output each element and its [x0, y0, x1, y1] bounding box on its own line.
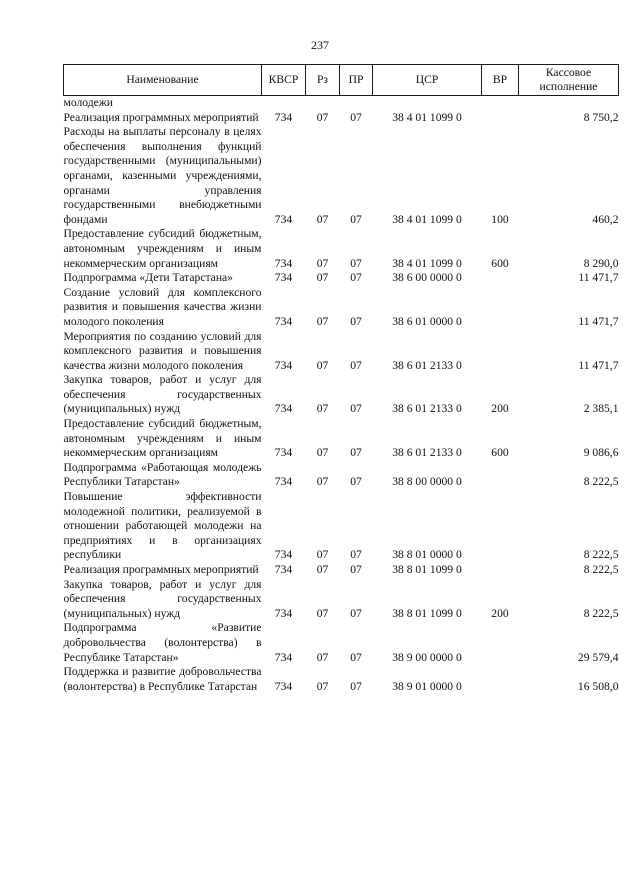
row-vr: 200 [491, 606, 509, 620]
table-row [64, 373, 619, 417]
row-pr: 07 [350, 256, 362, 270]
row-kvsr: 734 [274, 271, 293, 285]
row-csr: 38 9 00 0000 0 [392, 650, 462, 664]
row-pr: 07 [350, 271, 362, 285]
row-amount: 8 222,5 [583, 548, 619, 562]
row-rz: 07 [316, 314, 329, 328]
row-rz: 07 [316, 358, 329, 372]
row-vr [482, 490, 519, 563]
row-name: Реализация программных мероприятий [63, 563, 259, 576]
table-row [64, 417, 619, 461]
row-pr: 07 [350, 402, 362, 416]
row-kvsr: 734 [274, 212, 293, 226]
row-pr: 07 [350, 606, 362, 620]
row-vr: 200 [491, 402, 509, 416]
table-row [64, 111, 619, 126]
row-kvsr: 734 [274, 679, 293, 693]
row-vr [482, 271, 519, 286]
row-csr: 38 8 01 1099 0 [392, 606, 462, 620]
row-amount [519, 96, 619, 111]
table-row [64, 125, 619, 227]
row-pr: 07 [350, 110, 362, 124]
row-vr [482, 111, 519, 126]
row-name: Предоставление субсидий бюджетным, автономным учреждениям и иным некоммерческим организациям [63, 227, 262, 270]
header-kvsr: КВСР [262, 65, 306, 96]
row-csr: 38 4 01 1099 0 [392, 256, 462, 270]
row-rz: 07 [316, 606, 329, 620]
row-rz: 07 [316, 548, 329, 562]
row-rz: 07 [316, 475, 329, 489]
row-pr: 07 [350, 475, 362, 489]
row-amount: 11 471,7 [578, 271, 619, 285]
row-kvsr: 734 [274, 314, 293, 328]
row-vr [482, 461, 519, 490]
row-name: Поддержка и развитие добровольчества (волонтерства) в Республике Татарстан [63, 665, 262, 693]
page-number: 237 [311, 38, 329, 52]
row-csr: 38 9 01 0000 0 [392, 679, 462, 693]
row-pr: 07 [350, 650, 362, 664]
row-pr: 07 [350, 314, 362, 328]
table-row [64, 490, 619, 563]
row-kvsr: 734 [274, 446, 293, 460]
row-name: Закупка товаров, работ и услуг для обеспечения государственных (муниципальных) нужд [63, 373, 262, 416]
row-name: молодежи [63, 96, 113, 109]
row-name: Повышение эффективности молодежной политики, реализуемой в отношении работающей молодежи на предприятиях и в организациях республики [63, 490, 262, 562]
row-csr: 38 6 01 2133 0 [392, 402, 462, 416]
row-name: Реализация программных мероприятий [63, 110, 259, 124]
table-row [64, 96, 619, 111]
row-csr [373, 96, 482, 111]
row-pr: 07 [350, 548, 362, 562]
header-name: Наименование [64, 65, 262, 96]
row-csr: 38 8 01 0000 0 [392, 548, 462, 562]
row-name: Подпрограмма «Работающая молодежь Республики Татарстан» [63, 460, 262, 489]
row-vr [482, 286, 519, 330]
row-rz: 07 [316, 402, 329, 416]
table-row [64, 621, 619, 665]
row-vr: 600 [491, 256, 509, 270]
row-name: Расходы на выплаты персоналу в целях обеспечения выполнения функций государственными (муниципальными) органами, казенными учреждениями, органами управления государственными внебюджетными фондами [63, 125, 262, 226]
header-vr: ВР [482, 65, 519, 96]
row-csr: 38 6 00 0000 0 [392, 271, 462, 285]
row-rz: 07 [316, 110, 329, 124]
row-kvsr [262, 96, 306, 111]
row-csr: 38 6 01 2133 0 [392, 358, 462, 372]
header-rz: Рз [306, 65, 340, 96]
row-name: Создание условий для комплексного развития и повышения качества жизни молодого поколения [63, 285, 262, 328]
row-vr: 100 [491, 212, 509, 226]
row-kvsr: 734 [274, 606, 293, 620]
row-kvsr: 734 [274, 548, 293, 562]
row-kvsr: 734 [274, 650, 293, 664]
row-vr: 600 [491, 446, 509, 460]
row-kvsr: 734 [274, 563, 293, 576]
header-kassa: Кассовое исполнение [519, 65, 619, 96]
row-amount: 2 385,1 [583, 402, 619, 416]
row-pr [340, 96, 373, 111]
table-row [64, 665, 619, 694]
row-rz: 07 [316, 563, 329, 576]
row-amount: 29 579,4 [577, 650, 619, 664]
row-kvsr: 734 [274, 110, 293, 124]
row-csr: 38 8 00 0000 0 [392, 475, 462, 489]
budget-table [63, 64, 619, 694]
row-vr [482, 665, 519, 694]
row-amount: 8 222,5 [583, 475, 619, 489]
row-kvsr: 734 [274, 475, 293, 489]
table-row [64, 578, 619, 622]
row-kvsr: 734 [274, 358, 293, 372]
row-pr: 07 [350, 358, 362, 372]
table-row [64, 271, 619, 286]
row-amount: 9 086,6 [583, 446, 619, 460]
row-rz: 07 [316, 212, 329, 226]
row-amount: 16 508,0 [577, 679, 619, 693]
row-vr [482, 563, 519, 578]
row-rz: 07 [316, 271, 329, 285]
row-pr: 07 [350, 446, 362, 460]
row-kvsr: 734 [274, 402, 293, 416]
row-pr: 07 [350, 212, 362, 226]
row-vr [482, 621, 519, 665]
row-rz [306, 96, 340, 111]
row-name: Закупка товаров, работ и услуг для обеспечения государственных (муниципальных) нужд [63, 577, 262, 620]
row-name: Подпрограмма «Дети Татарстана» [63, 271, 233, 285]
row-rz: 07 [316, 256, 329, 270]
row-csr: 38 8 01 1099 0 [392, 563, 462, 576]
table-row [64, 330, 619, 374]
row-name: Мероприятия по созданию условий для комплексного развития и повышения качества жизни молодого поколения [63, 329, 262, 372]
row-rz: 07 [316, 446, 329, 460]
row-csr: 38 6 01 2133 0 [392, 446, 462, 460]
row-csr: 38 4 01 1099 0 [392, 212, 462, 226]
row-csr: 38 6 01 0000 0 [392, 314, 462, 328]
table-row [64, 461, 619, 490]
table-row [64, 286, 619, 330]
row-name: Подпрограмма «Развитие добровольчества (волонтерства) в Республике Татарстан» [63, 621, 262, 664]
row-rz: 07 [316, 650, 329, 664]
row-amount: 8 290,0 [583, 256, 619, 270]
row-amount: 8 750,2 [583, 110, 619, 124]
row-amount: 11 471,7 [578, 358, 619, 372]
row-kvsr: 734 [274, 256, 293, 270]
row-pr: 07 [350, 563, 362, 576]
row-csr: 38 4 01 1099 0 [392, 110, 462, 124]
row-amount: 11 471,7 [578, 314, 619, 328]
row-amount: 8 222,5 [583, 606, 619, 620]
row-rz: 07 [316, 679, 329, 693]
row-amount: 460,2 [592, 212, 619, 226]
row-vr [482, 96, 519, 111]
table-body [64, 96, 619, 695]
table-row [64, 563, 619, 578]
row-amount: 8 222,5 [583, 563, 619, 576]
row-name: Предоставление субсидий бюджетным, автономным учреждениям и иным некоммерческим организациям [63, 417, 262, 460]
header-pr: ПР [340, 65, 373, 96]
table-header-row [64, 65, 619, 96]
row-vr [482, 330, 519, 374]
table-row [64, 227, 619, 271]
row-pr: 07 [350, 679, 362, 693]
header-csr: ЦСР [373, 65, 482, 96]
